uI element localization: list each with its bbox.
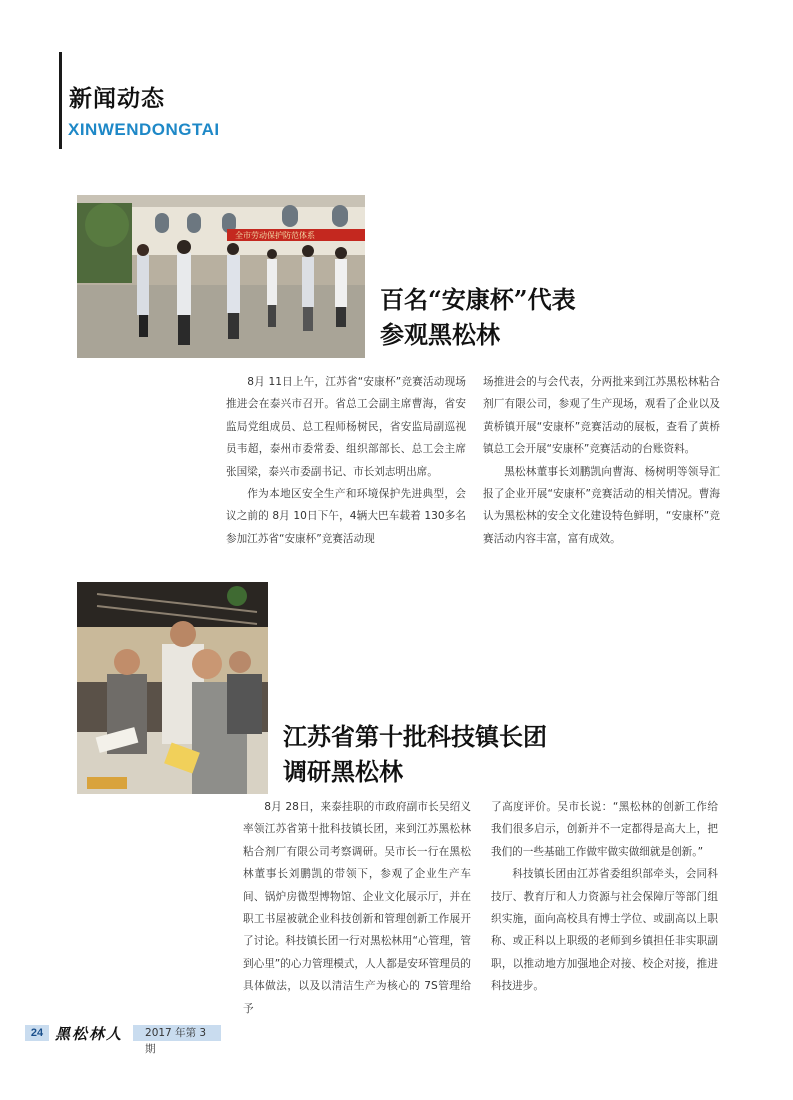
article2-title-line1: 江苏省第十批科技镇长团 [283, 722, 547, 751]
page-number: 24 [25, 1025, 49, 1041]
article1-title-line2: 参观黑松林 [380, 319, 500, 349]
article1-paragraph: 黑松林董事长刘鹏凯向曹海、杨树明等领导汇报了企业开展“安康杯”竞赛活动的相关情况。曹海认为黑松林的安全文化建设特色鲜明，“安康杯”竞赛活动内容丰富，富有成效。 [483, 465, 720, 545]
article1-column-2 [483, 371, 720, 550]
article1-title-line1: 百名“安康杯”代表 [380, 285, 576, 314]
banner-sign-text: 全市劳动保护防范体系 [235, 231, 315, 240]
article1-paragraph: 作为本地区安全生产和环境保护先进典型，会议之前的 8月 10日下午，4辆大巴车载着 130多名参加江苏省“安康杯”竞赛活动现 [226, 488, 466, 545]
article1-column-1 [226, 371, 466, 550]
section-divider-bar [59, 52, 62, 149]
issue-label: 2017 年第 3 期 [133, 1025, 221, 1041]
section-title: 新闻动态 [69, 86, 165, 112]
article2-paragraph: 8月 28日，来泰挂职的市政府副市长吴绍义率领江苏省第十批科技镇长团，来到江苏黑松林粘合剂厂有限公司考察调研。吴市长一行在黑松林董事长刘鹏凯的带领下，参观了企业生产车间、锅炉房微型博物馆、企业文化展示厅，并在职工书屋被就企业科技创新和管理创新工作展开了讨论。科技镇长团一行对黑松林用“心管理，管到心里”的心力管理模式，人人都是安环管理员的具体做法，以及以清洁生产为核心的 7S管理给予 [243, 801, 471, 1015]
article2-title [283, 720, 547, 790]
article1-paragraph: 8月 11日上午，江苏省“安康杯”竞赛活动现场推进会在泰兴市召开。省总工会副主席曹海，省安监局党组成员、总工程师杨树民，省安监局副巡视员韦超，泰州市委常委、组织部部长、总工会主席张国梁，泰兴市委副书记、市长刘志明出席。 [226, 376, 466, 478]
article2-paragraph: 了高度评价。吴市长说：“黑松林的创新工作给我们很多启示，创新并不一定都得是高大上，把我们的一些基础工作做牢做实做细就是创新。” [491, 801, 718, 858]
page-footer [25, 1024, 221, 1055]
section-pinyin: XINWENDONGTAI [68, 120, 220, 139]
article1-photo [77, 195, 365, 358]
article2-column-2 [491, 796, 718, 998]
article1-title [380, 283, 576, 353]
article2-column-1 [243, 796, 471, 1020]
article2-photo [77, 582, 268, 794]
article1-paragraph: 场推进会的与会代表，分两批来到江苏黑松林粘合剂厂有限公司，参观了生产现场，观看了企业以及黄桥镇开展“安康杯”竞赛活动的展板，查看了黄桥镇总工会开展“安康杯”竞赛活动的台账资料。 [483, 376, 720, 456]
article2-paragraph: 科技镇长团由江苏省委组织部牵头，会同科技厅、教育厅和人力资源与社会保障厅等部门组织实施，面向高校具有博士学位、或副高以上职称、或正科以上职级的老师到乡镇担任非实职副职，以推动地方加强地企对接、校企对接，推进科技进步。 [491, 868, 718, 993]
article2-title-line2: 调研黑松林 [283, 756, 403, 786]
magazine-logo: 黑松林人 [55, 1024, 124, 1043]
